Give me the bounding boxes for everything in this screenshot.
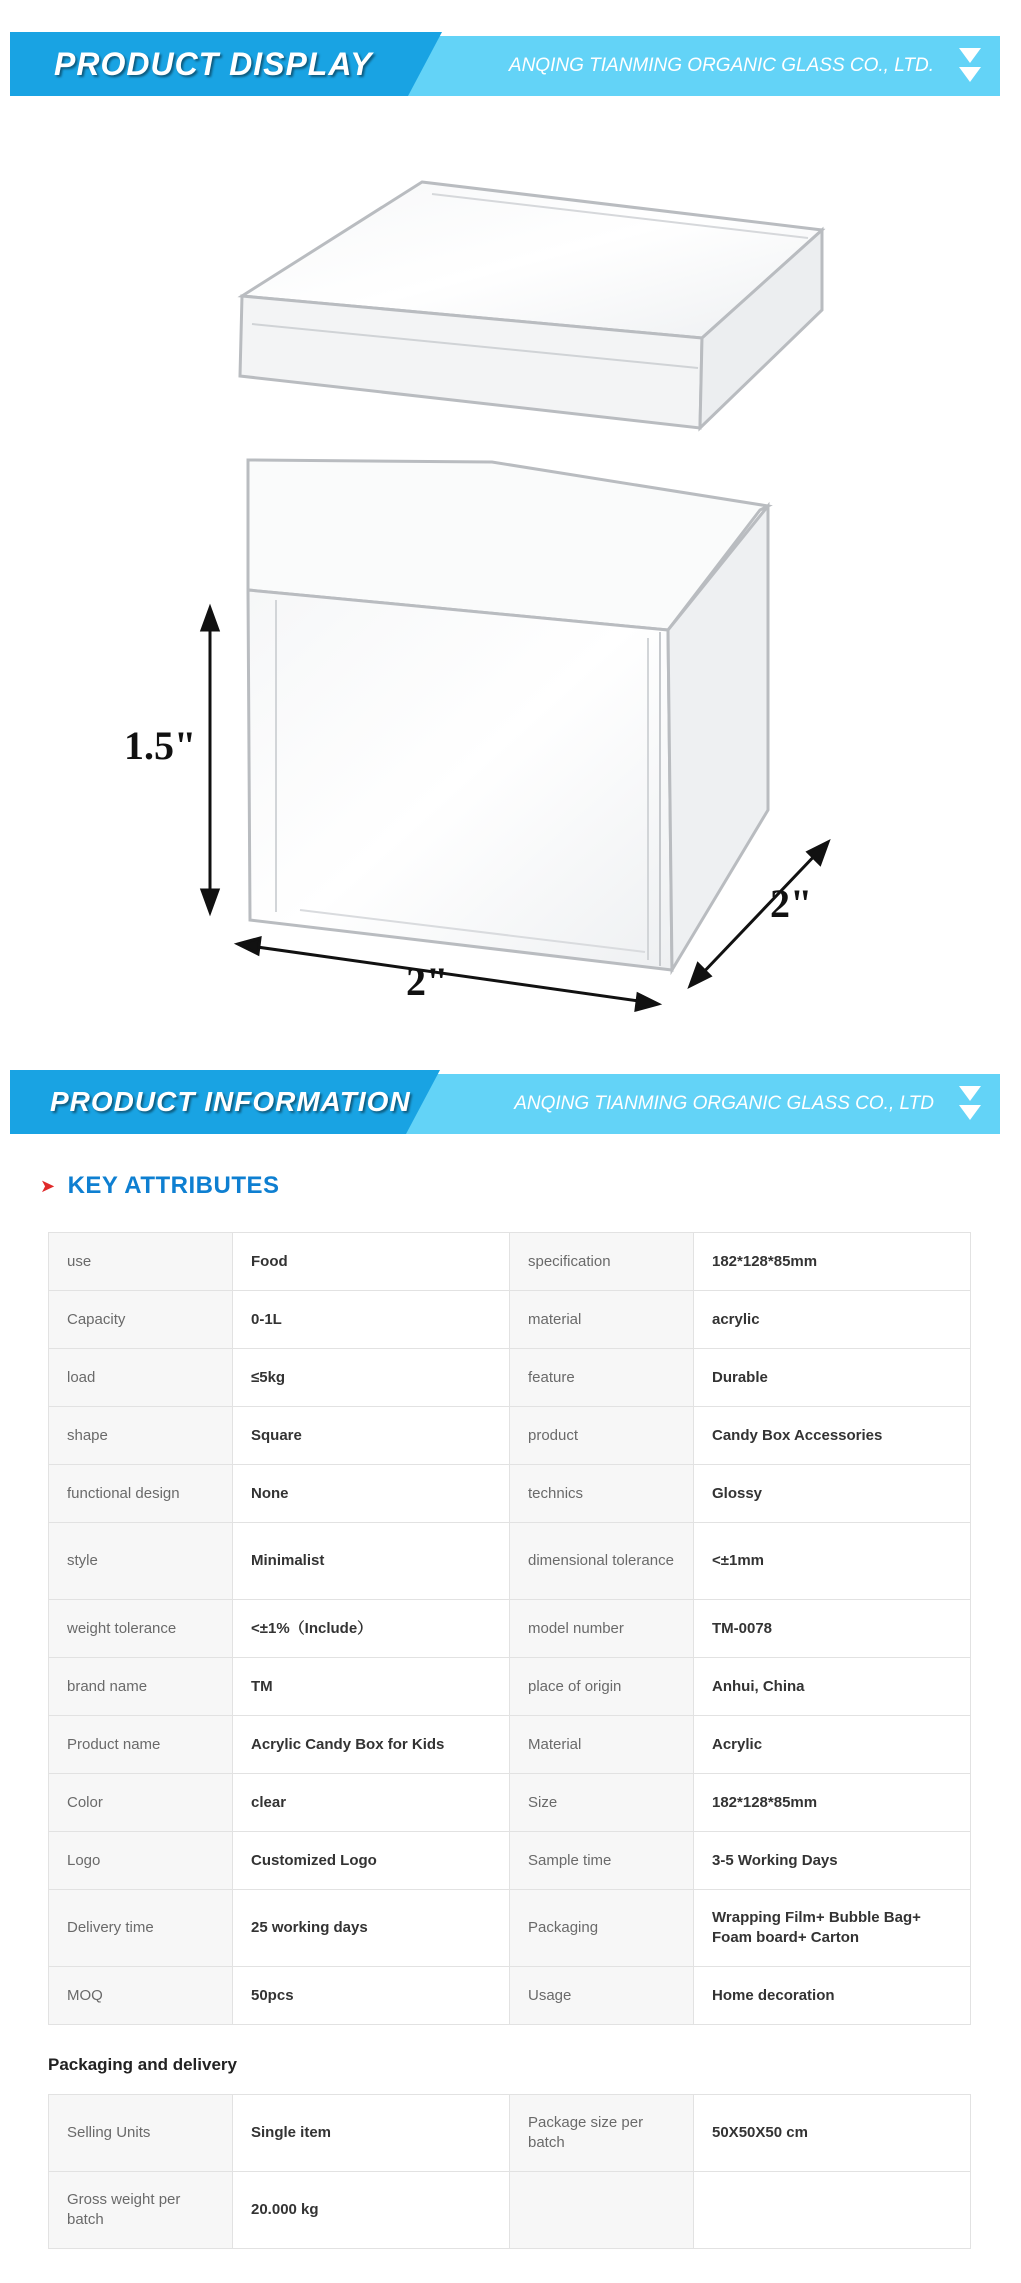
attribute-value-cell: 50X50X50 cm	[694, 2095, 971, 2172]
product-display-banner	[10, 32, 1000, 96]
attribute-name-cell: shape	[49, 1407, 233, 1465]
attribute-name-cell: functional design	[49, 1465, 233, 1523]
table-row	[49, 1716, 971, 1774]
attribute-name-cell: Delivery time	[49, 1890, 233, 1967]
attribute-value-cell: Square	[233, 1407, 510, 1465]
attribute-name-cell: Package size per batch	[510, 2095, 694, 2172]
attribute-value-cell: acrylic	[694, 1291, 971, 1349]
table-row	[49, 2172, 971, 2249]
attribute-name-cell: Material	[510, 1716, 694, 1774]
attribute-value-cell: 182*128*85mm	[694, 1233, 971, 1291]
attribute-name-cell: Product name	[49, 1716, 233, 1774]
attribute-value-cell: 0-1L	[233, 1291, 510, 1349]
attribute-name-cell: Selling Units	[49, 2095, 233, 2172]
attribute-value-cell: Acrylic	[694, 1716, 971, 1774]
attribute-value-cell: 25 working days	[233, 1890, 510, 1967]
table-row	[49, 1600, 971, 1658]
table-row	[49, 1291, 971, 1349]
attribute-value-cell: Home decoration	[694, 1967, 971, 2025]
attribute-name-cell: product	[510, 1407, 694, 1465]
attribute-value-cell: Food	[233, 1233, 510, 1291]
width-dimension-label: 2"	[406, 959, 449, 1004]
height-dimension-label: 1.5"	[124, 723, 197, 768]
attribute-value-cell: 50pcs	[233, 1967, 510, 2025]
attribute-value-cell: 3-5 Working Days	[694, 1832, 971, 1890]
banner-title: PRODUCT DISPLAY	[54, 45, 373, 82]
attribute-value-cell: Minimalist	[233, 1523, 510, 1600]
attribute-name-cell: Packaging	[510, 1890, 694, 1967]
attribute-name-cell: Capacity	[49, 1291, 233, 1349]
banner-company-name: ANQING TIANMING ORGANIC GLASS CO., LTD.	[508, 55, 934, 76]
attribute-name-cell: dimensional tolerance	[510, 1523, 694, 1600]
key-attributes-title: KEY ATTRIBUTES	[67, 1172, 280, 1199]
attribute-value-cell: Glossy	[694, 1465, 971, 1523]
attribute-value-cell: <±1mm	[694, 1523, 971, 1600]
double-chevron-down-icon	[958, 46, 982, 86]
attribute-name-cell: Logo	[49, 1832, 233, 1890]
table-row	[49, 2095, 971, 2172]
attribute-value-cell: Durable	[694, 1349, 971, 1407]
table-row	[49, 1832, 971, 1890]
table-row	[49, 1349, 971, 1407]
table-row	[49, 1967, 971, 2025]
attribute-value-cell: TM	[233, 1658, 510, 1716]
acrylic-box-illustration	[100, 160, 880, 1030]
attribute-value-cell: None	[233, 1465, 510, 1523]
packaging-delivery-heading: Packaging and delivery	[48, 2055, 237, 2074]
double-chevron-down-icon	[958, 1084, 982, 1124]
attribute-name-cell: brand name	[49, 1658, 233, 1716]
arrow-right-icon: ➤	[40, 1175, 56, 1196]
attribute-value-cell: ≤5kg	[233, 1349, 510, 1407]
attribute-name-cell	[510, 2172, 694, 2249]
attribute-name-cell: feature	[510, 1349, 694, 1407]
attribute-value-cell: Acrylic Candy Box for Kids	[233, 1716, 510, 1774]
attribute-name-cell: place of origin	[510, 1658, 694, 1716]
attribute-value-cell	[694, 2172, 971, 2249]
table-row	[49, 1233, 971, 1291]
table-row	[49, 1407, 971, 1465]
key-attributes-table	[48, 1232, 971, 2025]
box-lid	[240, 182, 822, 428]
table-row	[49, 1465, 971, 1523]
packaging-delivery-table	[48, 2094, 971, 2249]
attribute-value-cell: 182*128*85mm	[694, 1774, 971, 1832]
attribute-name-cell: Size	[510, 1774, 694, 1832]
depth-dimension-label: 2"	[770, 881, 813, 926]
attribute-name-cell: style	[49, 1523, 233, 1600]
banner-title: PRODUCT INFORMATION	[50, 1086, 411, 1117]
table-row	[49, 1658, 971, 1716]
attribute-name-cell: technics	[510, 1465, 694, 1523]
attribute-value-cell: TM-0078	[694, 1600, 971, 1658]
box-base	[248, 460, 768, 970]
attribute-name-cell: use	[49, 1233, 233, 1291]
attribute-value-cell: Candy Box Accessories	[694, 1407, 971, 1465]
attribute-name-cell: Gross weight per batch	[49, 2172, 233, 2249]
attribute-name-cell: MOQ	[49, 1967, 233, 2025]
table-row	[49, 1523, 971, 1600]
product-information-banner	[10, 1070, 1000, 1134]
attribute-name-cell: Color	[49, 1774, 233, 1832]
attribute-name-cell: weight tolerance	[49, 1600, 233, 1658]
attribute-name-cell: model number	[510, 1600, 694, 1658]
attribute-value-cell: Wrapping Film+ Bubble Bag+ Foam board+ Carton	[694, 1890, 971, 1967]
attribute-name-cell: load	[49, 1349, 233, 1407]
key-attributes-heading	[40, 1172, 280, 1200]
attribute-value-cell: <±1%（Include）	[233, 1600, 510, 1658]
attribute-value-cell: clear	[233, 1774, 510, 1832]
table-row	[49, 1774, 971, 1832]
table-row	[49, 1890, 971, 1967]
attribute-name-cell: material	[510, 1291, 694, 1349]
attribute-value-cell: Single item	[233, 2095, 510, 2172]
attribute-value-cell: 20.000 kg	[233, 2172, 510, 2249]
attribute-name-cell: Usage	[510, 1967, 694, 2025]
attribute-name-cell: Sample time	[510, 1832, 694, 1890]
attribute-name-cell: specification	[510, 1233, 694, 1291]
attribute-value-cell: Customized Logo	[233, 1832, 510, 1890]
banner-company-name: ANQING TIANMING ORGANIC GLASS CO., LTD	[514, 1093, 934, 1114]
attribute-value-cell: Anhui, China	[694, 1658, 971, 1716]
